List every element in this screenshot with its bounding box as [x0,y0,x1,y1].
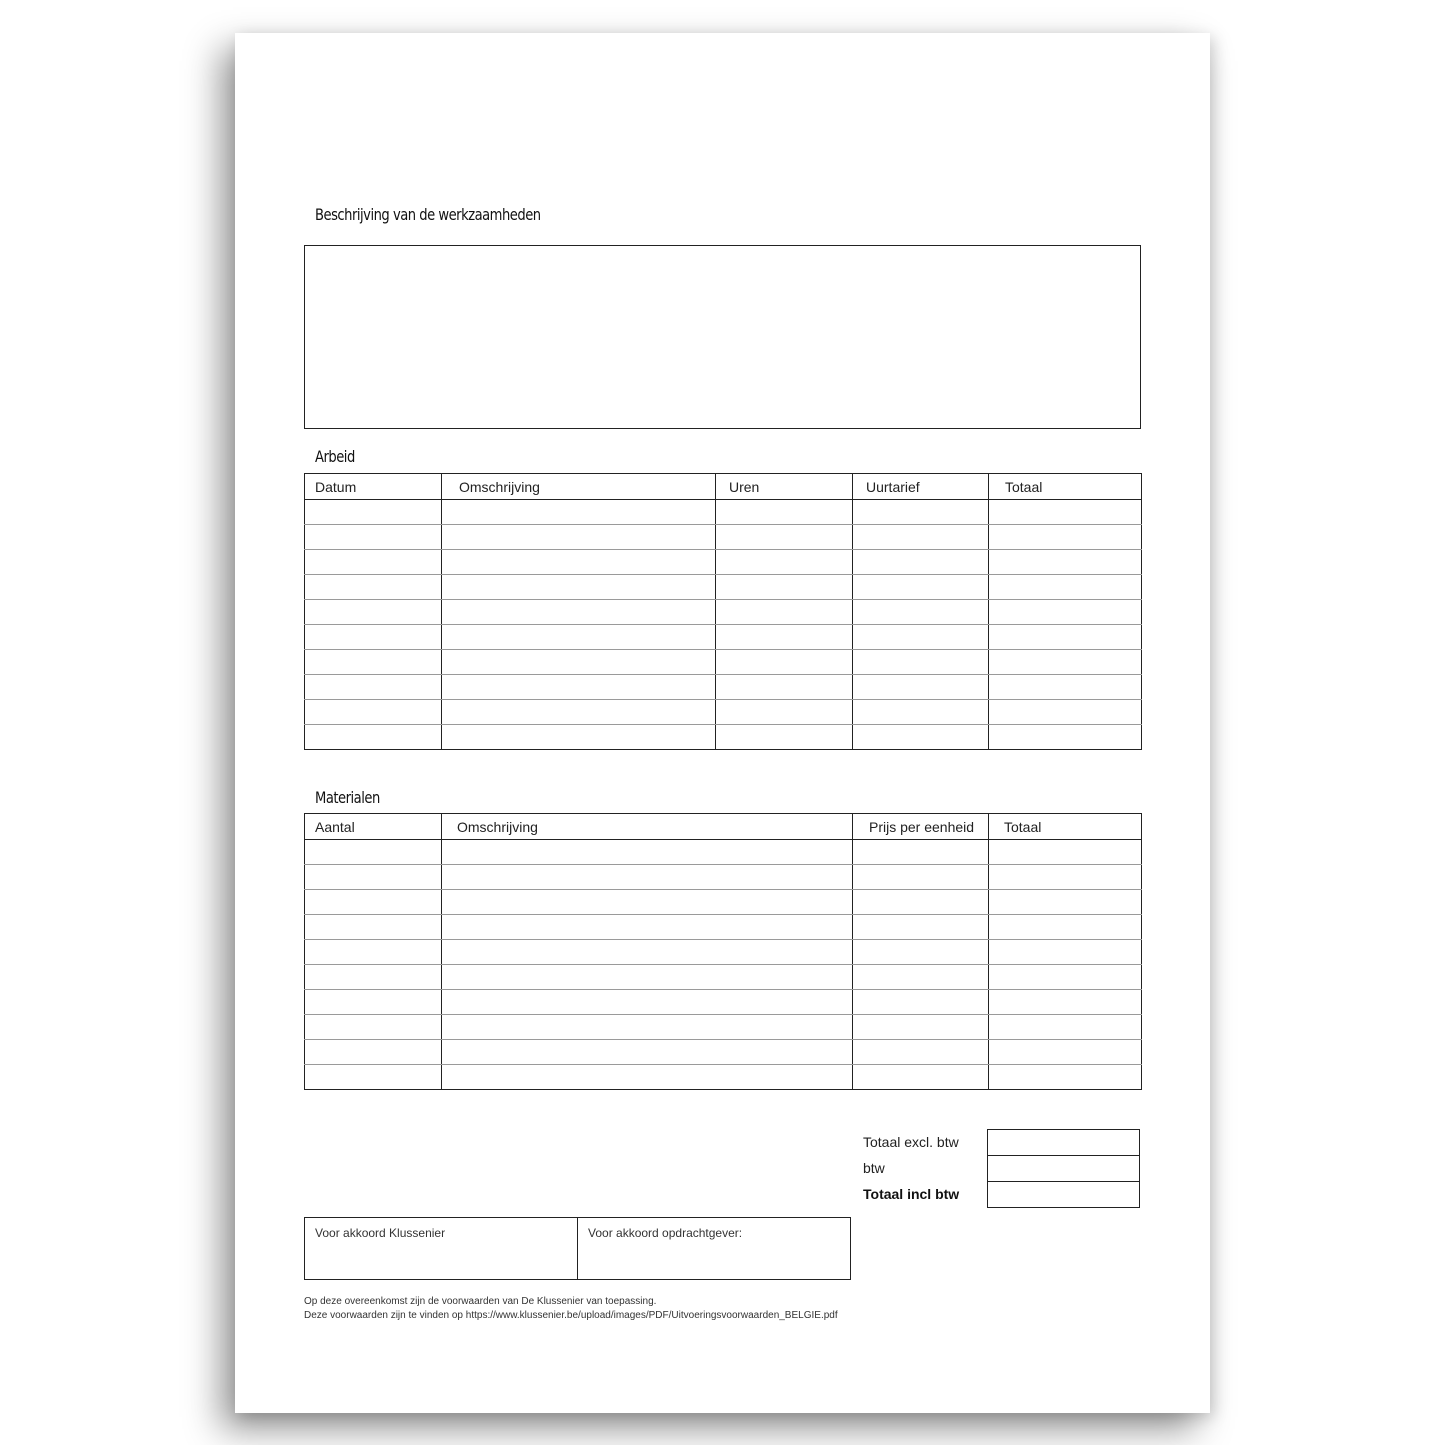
materialen-cell[interactable] [305,865,442,890]
arbeid-cell[interactable] [442,625,716,650]
materialen-table-row [305,965,1142,990]
arbeid-col-uurtarief: Uurtarief [853,474,989,500]
materialen-cell[interactable] [442,940,853,965]
signature-box [304,1217,851,1280]
arbeid-table-row [305,725,1142,750]
materialen-cell[interactable] [442,865,853,890]
arbeid-cell[interactable] [442,550,716,575]
arbeid-cell[interactable] [853,700,989,725]
materialen-cell[interactable] [305,890,442,915]
materialen-cell[interactable] [442,965,853,990]
materialen-col-aantal: Aantal [305,814,442,840]
materialen-cell[interactable] [989,1015,1142,1040]
materialen-table-row [305,865,1142,890]
description-box[interactable] [304,245,1141,429]
materialen-cell[interactable] [989,840,1142,865]
arbeid-cell[interactable] [989,525,1142,550]
materialen-cell[interactable] [853,915,989,940]
materialen-cell[interactable] [853,865,989,890]
arbeid-cell[interactable] [442,525,716,550]
materialen-cell[interactable] [305,1040,442,1065]
arbeid-cell[interactable] [442,500,716,525]
arbeid-table-row [305,650,1142,675]
btw-field[interactable] [988,1156,1139,1182]
materialen-cell[interactable] [989,1040,1142,1065]
materialen-cell[interactable] [989,990,1142,1015]
materialen-table-row [305,940,1142,965]
arbeid-cell[interactable] [716,650,853,675]
arbeid-cell[interactable] [305,625,442,650]
arbeid-header-row [305,474,1142,500]
arbeid-cell[interactable] [853,600,989,625]
arbeid-cell[interactable] [305,500,442,525]
terms-line-2: Deze voorwaarden zijn te vinden op https://www.klussenier.be/upload/images/PDF/Uitvoeringsvoorwaarden_BELGIE.pdf [304,1310,838,1321]
arbeid-table [304,473,1142,750]
totals-box [987,1129,1140,1208]
materialen-cell[interactable] [305,1015,442,1040]
materialen-col-omschrijving: Omschrijving [442,814,853,840]
btw-label: btw [863,1160,885,1176]
arbeid-cell[interactable] [989,725,1142,750]
arbeid-cell[interactable] [716,500,853,525]
form-page [235,33,1210,1413]
arbeid-cell[interactable] [853,625,989,650]
arbeid-cell[interactable] [853,675,989,700]
arbeid-cell[interactable] [989,675,1142,700]
arbeid-cell[interactable] [716,625,853,650]
arbeid-table-row [305,675,1142,700]
arbeid-cell[interactable] [305,550,442,575]
arbeid-cell[interactable] [716,575,853,600]
materialen-table-row [305,915,1142,940]
arbeid-col-uren: Uren [716,474,853,500]
arbeid-table-row [305,700,1142,725]
materialen-cell[interactable] [305,965,442,990]
materialen-table-row [305,990,1142,1015]
arbeid-cell[interactable] [853,650,989,675]
materialen-header-row [305,814,1142,840]
materialen-cell[interactable] [989,890,1142,915]
arbeid-table-row [305,525,1142,550]
arbeid-cell[interactable] [853,550,989,575]
arbeid-cell[interactable] [442,725,716,750]
totaal-excl-label: Totaal excl. btw [863,1134,959,1150]
arbeid-cell[interactable] [853,525,989,550]
arbeid-cell[interactable] [716,525,853,550]
arbeid-cell[interactable] [989,575,1142,600]
arbeid-cell[interactable] [442,600,716,625]
materialen-cell[interactable] [853,1040,989,1065]
materialen-cell[interactable] [305,1065,442,1090]
arbeid-table-row [305,550,1142,575]
materialen-table [304,813,1142,1090]
materialen-cell[interactable] [853,890,989,915]
materialen-cell[interactable] [853,840,989,865]
arbeid-cell[interactable] [716,725,853,750]
materialen-table-row [305,1065,1142,1090]
totaal-incl-label: Totaal incl btw [863,1186,960,1202]
totaal-incl-field[interactable] [988,1182,1139,1208]
materialen-cell[interactable] [305,940,442,965]
materialen-cell[interactable] [442,990,853,1015]
materialen-cell[interactable] [442,1040,853,1065]
materialen-cell[interactable] [853,1015,989,1040]
arbeid-cell[interactable] [989,600,1142,625]
materialen-table-row [305,1040,1142,1065]
materialen-cell[interactable] [442,1065,853,1090]
arbeid-heading: Arbeid [315,447,355,466]
arbeid-cell[interactable] [716,550,853,575]
materialen-cell[interactable] [853,990,989,1015]
materialen-cell[interactable] [305,915,442,940]
arbeid-cell[interactable] [442,650,716,675]
materialen-cell[interactable] [442,890,853,915]
arbeid-cell[interactable] [442,700,716,725]
materialen-col-totaal: Totaal [989,814,1142,840]
arbeid-cell[interactable] [989,500,1142,525]
arbeid-cell[interactable] [716,600,853,625]
materialen-col-prijs: Prijs per eenheid [853,814,989,840]
arbeid-rows [305,500,1142,750]
terms-footer [304,1295,838,1323]
arbeid-cell[interactable] [853,725,989,750]
arbeid-cell[interactable] [716,700,853,725]
arbeid-cell[interactable] [305,700,442,725]
description-heading: Beschrijving van de werkzaamheden [315,205,541,224]
materialen-cell[interactable] [853,965,989,990]
arbeid-cell[interactable] [305,600,442,625]
arbeid-col-totaal: Totaal [989,474,1142,500]
materialen-cell[interactable] [305,990,442,1015]
materialen-cell[interactable] [305,840,442,865]
materialen-cell[interactable] [853,940,989,965]
arbeid-cell[interactable] [989,650,1142,675]
materialen-cell[interactable] [853,1065,989,1090]
arbeid-cell[interactable] [305,675,442,700]
materialen-table-row [305,1015,1142,1040]
arbeid-cell[interactable] [305,575,442,600]
arbeid-table-row [305,500,1142,525]
arbeid-cell[interactable] [989,700,1142,725]
materialen-cell[interactable] [989,865,1142,890]
materialen-heading: Materialen [315,788,380,807]
arbeid-cell[interactable] [305,725,442,750]
arbeid-table-row [305,600,1142,625]
totaal-excl-field[interactable] [988,1130,1139,1156]
terms-line-1: Op deze overeenkomst zijn de voorwaarden van De Klussenier van toepassing. [304,1296,657,1307]
arbeid-cell[interactable] [442,675,716,700]
materialen-cell[interactable] [989,965,1142,990]
materialen-cell[interactable] [989,940,1142,965]
arbeid-cell[interactable] [305,650,442,675]
arbeid-cell[interactable] [442,575,716,600]
signature-opdrachtgever[interactable]: Voor akkoord opdrachtgever: [588,1226,743,1240]
arbeid-cell[interactable] [853,575,989,600]
materialen-table-row [305,890,1142,915]
arbeid-cell[interactable] [853,500,989,525]
materialen-cell[interactable] [989,915,1142,940]
arbeid-cell[interactable] [989,550,1142,575]
materialen-cell[interactable] [989,1065,1142,1090]
arbeid-table-row [305,625,1142,650]
arbeid-col-datum: Datum [305,474,442,500]
materialen-cell[interactable] [442,915,853,940]
arbeid-cell[interactable] [305,525,442,550]
arbeid-cell[interactable] [716,675,853,700]
arbeid-table-row [305,575,1142,600]
materialen-cell[interactable] [442,1015,853,1040]
signature-klussenier[interactable]: Voor akkoord Klussenier [305,1218,578,1279]
arbeid-col-omschrijving: Omschrijving [442,474,716,500]
materialen-table-row [305,840,1142,865]
materialen-cell[interactable] [442,840,853,865]
arbeid-cell[interactable] [989,625,1142,650]
materialen-rows [305,840,1142,1090]
